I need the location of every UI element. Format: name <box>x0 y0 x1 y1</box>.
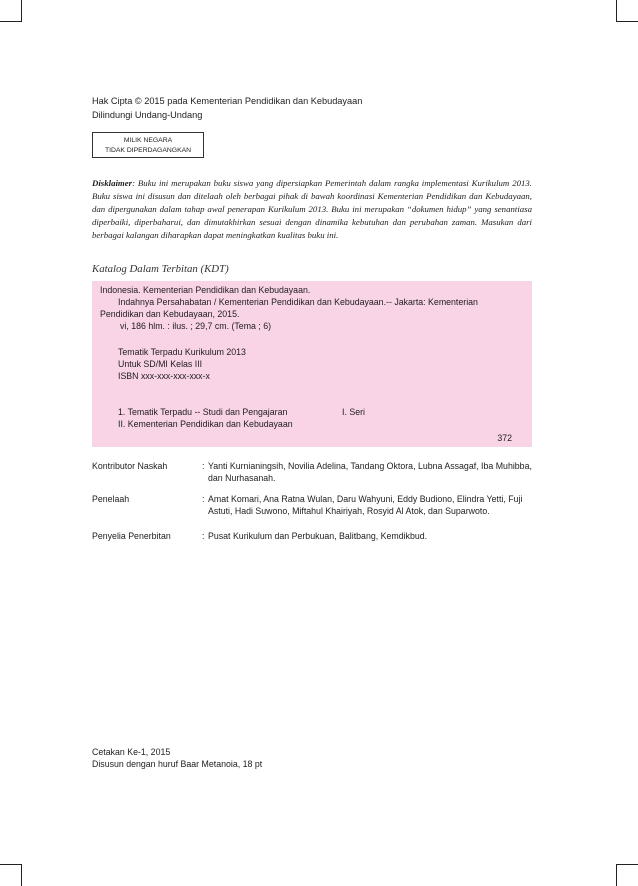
disclaimer-paragraph <box>92 177 532 242</box>
catalog-tracing-1: 1. Tematik Terpadu -- Studi dan Pengajaran <box>118 407 288 417</box>
catalog-box <box>92 281 532 447</box>
protection-line: Dilindungi Undang-Undang <box>92 110 203 120</box>
crop-mark-top-right-v <box>616 0 617 22</box>
contributor-colon: : <box>202 531 205 541</box>
contributor-colon: : <box>202 494 205 504</box>
catalog-title: Katalog Dalam Terbitan (KDT) <box>92 263 229 275</box>
copyright-line: Hak Cipta © 2015 pada Kementerian Pendidikan dan Kebudayaan <box>92 96 363 106</box>
print-info <box>92 746 262 770</box>
contributor-row-supervisor <box>92 530 542 544</box>
stamp-line-1: MILIK NEGARA <box>123 137 173 144</box>
disclaimer-text: : Buku ini merupakan buku siswa yang dipersiapkan Pemerintah dalam rangka implementasi Kurikulum 2013. Buku siswa ini disusun dan ditelaah oleh berbagai pihak di bawah koordinasi Kementerian Pendidikan dan Kebudayaan, dan dipergunakan dalam tahap awal penerapan Kurikulum 2013. Buku ini merupakan “dokumen hidup” yang senantiasa diperbaiki, diperbaharui, dan dimutakhirkan sesuai dengan dinamika kebutuhan dan perubahan zaman. Masukan dari berbagai kalangan diharapkan dapat meningkatkan kualitas buku ini. <box>92 178 532 240</box>
edition-line: Cetakan Ke-1, 2015 <box>92 747 171 757</box>
contributor-label: Kontributor Naskah <box>92 461 168 471</box>
contributor-row-reviewers <box>92 493 542 519</box>
catalog-author: Indonesia. Kementerian Pendidikan dan Kebudayaan. <box>100 285 311 295</box>
copyright-notice <box>92 94 362 122</box>
catalog-subject-1: Tematik Terpadu Kurikulum 2013 <box>118 347 246 357</box>
catalog-classification: 372 <box>497 433 512 443</box>
disclaimer-label: Disklaimer <box>92 178 133 188</box>
contributor-value: Pusat Kurikulum dan Perbukuan, Balitbang, Kemdikbud. <box>208 531 428 541</box>
stamp-line-2: TIDAK DIPERDAGANGKAN <box>104 147 192 154</box>
contributor-value: Yanti Kurnianingsih, Novilia Adelina, Tandang Oktora, Lubna Assagaf, Iba Muhibba, dan Nurhasanah. <box>208 461 532 483</box>
contributor-label: Penyelia Penerbitan <box>92 531 171 541</box>
state-property-stamp <box>92 132 204 158</box>
contributor-colon: : <box>202 461 205 471</box>
catalog-physical-desc: vi, 186 hlm. : ilus. ; 29,7 cm. (Tema ; 6) <box>120 321 272 331</box>
contributor-label: Penelaah <box>92 494 130 504</box>
typeface-line: Disusun dengan huruf Baar Metanoia, 18 pt <box>92 759 263 769</box>
crop-mark-top-left-v <box>21 0 22 22</box>
catalog-subject-2: Untuk SD/MI Kelas III <box>118 359 203 369</box>
catalog-title-line: Indahnya Persahabatan / Kementerian Pendidikan dan Kebudayaan.-- Jakarta: Kementerian <box>118 297 478 307</box>
catalog-publisher-line: Pendidikan dan Kebudayaan, 2015. <box>100 309 240 319</box>
catalog-isbn: ISBN xxx-xxx-xxx-xxx-x <box>118 371 210 381</box>
crop-mark-bottom-right-v <box>616 864 617 886</box>
contributor-row-writers <box>92 460 542 486</box>
crop-mark-top-left-h <box>0 21 22 22</box>
catalog-series: I. Seri <box>342 407 365 417</box>
contributor-value: Amat Komari, Ana Ratna Wulan, Daru Wahyuni, Eddy Budiono, Elindra Yetti, Fuji Astuti, Hadi Suwono, Miftahul Khairiyah, Rosyid Al Atok, dan Suparwoto. <box>208 494 523 516</box>
crop-mark-top-right-h <box>616 21 638 22</box>
crop-mark-bottom-left-h <box>0 864 22 865</box>
catalog-tracing-2: II. Kementerian Pendidikan dan Kebudayaan <box>118 419 293 429</box>
crop-mark-bottom-left-v <box>21 864 22 886</box>
crop-mark-bottom-right-h <box>616 864 638 865</box>
